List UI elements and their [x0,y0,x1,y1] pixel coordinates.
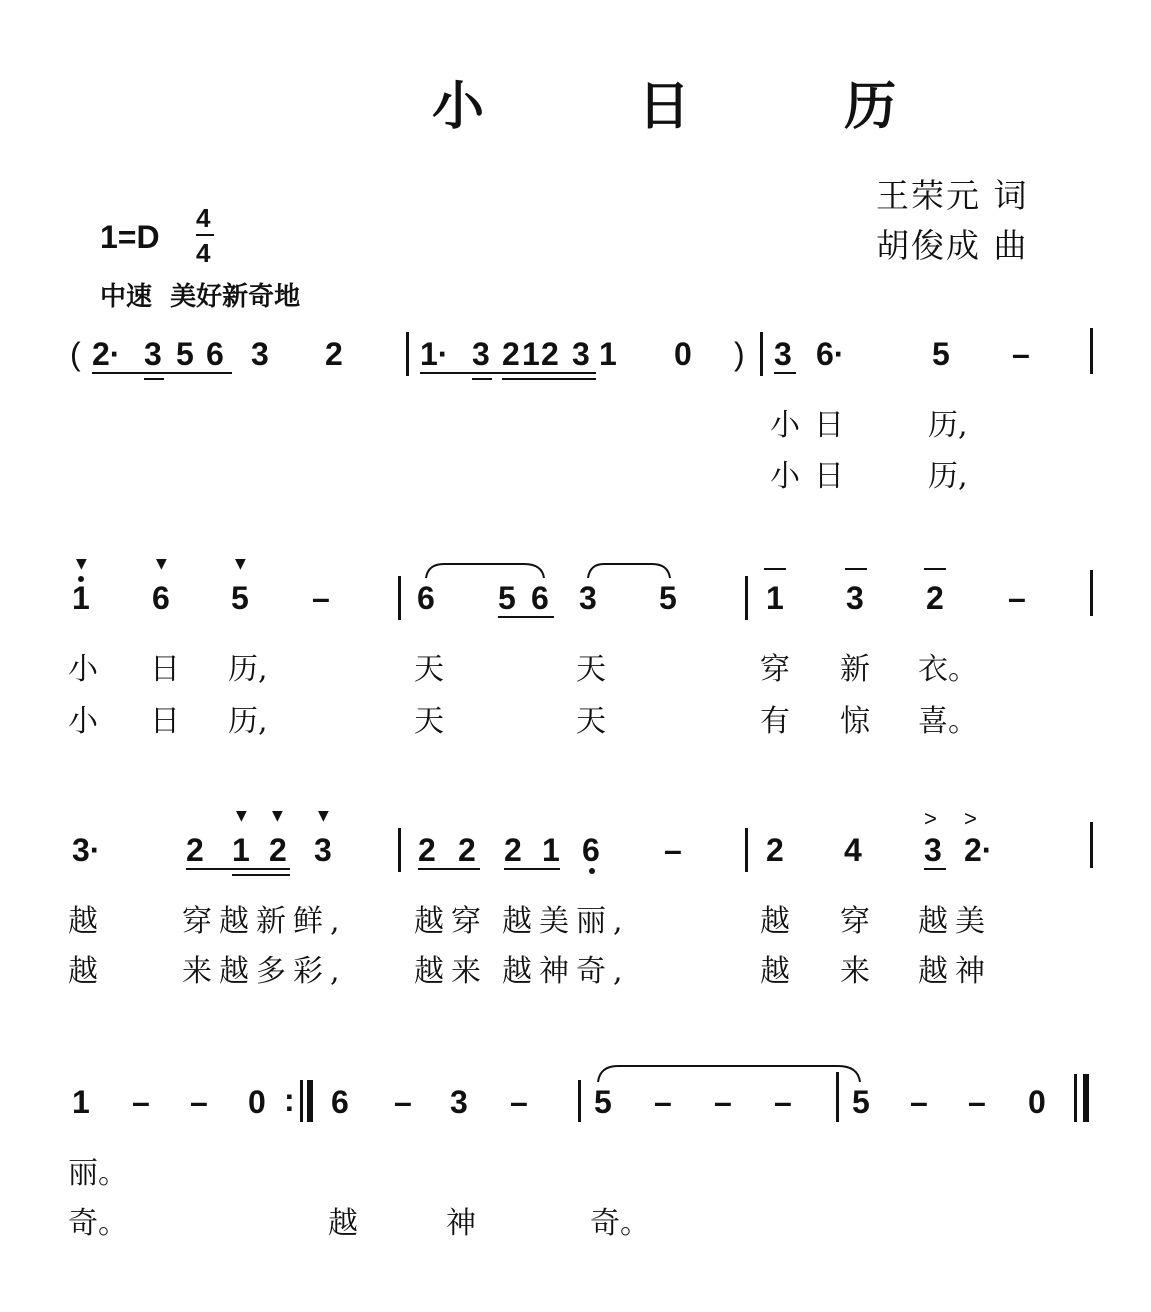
note: 2 [458,832,476,868]
lyric: 越 [760,954,790,989]
repeat-sign-dots: : [284,1082,295,1118]
lyric: 历, [928,459,968,494]
note: 2 [325,336,343,372]
note: 6 [152,580,170,616]
lyric: 越来 [414,954,488,989]
barline [745,576,748,620]
staccato-mark: ▼ [156,556,167,572]
staccato-mark: ▼ [235,556,246,572]
upper-octave-bar [845,568,867,570]
note: 5 [852,1084,870,1120]
lyric: 越 [328,1206,358,1241]
underline [232,874,290,876]
dash: – [312,580,330,616]
note: 3 [450,1084,468,1120]
dash: – [1008,580,1026,616]
accent-mark: > [964,806,977,831]
lyric: 奇。 [590,1206,650,1241]
note: 6 [417,580,435,616]
lyric: 穿 [760,652,790,687]
note: 3 [846,580,864,616]
note: 1 [522,336,540,372]
lyric: 日 [150,652,180,687]
lyric: 有 [760,704,790,739]
tie-slur [424,560,548,580]
lyric: 历, [228,652,268,687]
lyric: 穿 [840,904,870,939]
note: 6 [206,336,224,372]
dash: – [510,1084,528,1120]
lyric: 历, [928,408,968,443]
dash: – [968,1084,986,1120]
note: 3 [472,336,490,372]
upper-octave-bar [764,568,786,570]
time-signature-line [196,234,214,236]
lyricist-credit: 王荣元 词 [876,176,1029,215]
barline [398,576,401,620]
lyric: 惊 [840,704,870,739]
lyric: 越神奇, [502,954,630,989]
barline [578,1080,581,1122]
barline [760,332,763,376]
note: 3 [144,336,162,372]
underline [924,868,946,870]
underline [420,372,596,374]
dash: – [664,832,682,868]
note: 3 [924,832,942,868]
lyric: 穿越新鲜, [182,904,347,939]
lyric: 日 [814,408,844,443]
dash: – [910,1084,928,1120]
note: 1 [599,336,617,372]
lyric: 天 [414,652,444,687]
note: 1· [420,336,449,372]
lyric: 新 [840,652,870,687]
lyric: 越美 [918,904,992,939]
barline [398,828,401,872]
underline [92,372,232,374]
note: 3 [579,580,597,616]
lyric: 越美丽, [502,904,630,939]
tie-slur [586,560,672,580]
note: 3 [314,832,332,868]
composer-credit: 胡俊成 曲 [876,226,1029,265]
note: 1 [72,580,90,616]
note: 3· [72,832,101,868]
underline [504,868,560,870]
dash: – [714,1084,732,1120]
lyric: 日 [814,459,844,494]
note: 2 [766,832,784,868]
barline [836,1072,839,1122]
dash: – [394,1084,412,1120]
lyric: 奇。 [68,1206,128,1241]
key-signature: 1=D [100,219,160,255]
tie-slur [596,1062,862,1084]
note: 2 [504,832,522,868]
note: 6· [816,336,845,372]
underline [186,868,290,870]
lyric: 日 [150,704,180,739]
lyric: 天 [576,652,606,687]
note: 5 [498,580,516,616]
note: 0 [248,1084,266,1120]
note: 2 [926,580,944,616]
accent-mark: > [924,806,937,831]
underline [418,868,480,870]
note: 6 [531,580,549,616]
dash: – [774,1084,792,1120]
dash: – [1012,336,1030,372]
note: 2 [418,832,436,868]
note: 2 [502,336,520,372]
note: 4 [844,832,862,868]
note: 1 [232,832,250,868]
lyric: 小 [68,704,98,739]
barline [745,828,748,872]
underline [498,616,554,618]
note: 1 [766,580,784,616]
lyric: 越 [68,954,98,989]
lyric: 天 [576,704,606,739]
dash: – [132,1084,150,1120]
lyric: 神 [446,1206,476,1241]
staccato-mark: ▼ [318,808,329,824]
note: 5 [231,580,249,616]
lyric: 丽。 [68,1156,128,1191]
note: 6 [582,832,600,868]
lyric: 来 [840,954,870,989]
lyric: 小 [68,652,98,687]
note: 1 [542,832,560,868]
note: 0 [674,336,692,372]
lyric: 越神 [918,954,992,989]
upper-octave-bar [924,568,946,570]
lyric: 衣。 [918,652,978,687]
note: 2 [269,832,287,868]
note: 2· [92,336,121,372]
dash: – [190,1084,208,1120]
note: 3 [572,336,590,372]
barline [1090,822,1093,868]
lyric: 越穿 [414,904,488,939]
underline [502,378,596,380]
lyric: 小 [770,459,800,494]
barline [1090,328,1093,374]
staccato-mark: ▼ [272,808,283,824]
lyric: 历, [228,704,268,739]
note: 0 [1028,1084,1046,1120]
staccato-mark: ▼ [236,808,247,824]
note: 2 [186,832,204,868]
time-numerator: 4 [196,203,211,233]
tempo-marking: 中速 美好新奇地 [100,282,301,312]
lyric: 越 [68,904,98,939]
note: 5 [932,336,950,372]
intro-close-paren: ) [734,336,745,372]
lyric: 来越多彩, [182,954,347,989]
note: 5 [594,1084,612,1120]
note: 6 [331,1084,349,1120]
barline [1090,570,1093,616]
lyric: 天 [414,704,444,739]
barline [406,332,409,376]
lyric: 小 [770,408,800,443]
note: 3 [251,336,269,372]
underline [472,378,492,380]
note: 5 [176,336,194,372]
barline [300,1080,303,1122]
note: 2· [964,832,993,868]
lyric: 越 [760,904,790,939]
song-title: 小 日 历 [432,77,965,137]
low-octave-dot [589,868,595,874]
final-barline-thin [1074,1074,1077,1122]
note: 2 [541,336,559,372]
final-barline-thick [1083,1074,1089,1122]
note: 1 [72,1084,90,1120]
underline [774,372,796,374]
intro-open-paren: ( [70,336,81,372]
dash: – [654,1084,672,1120]
note: 3 [774,336,792,372]
lyric: 喜。 [918,704,978,739]
underline [144,378,164,380]
note: 5 [659,580,677,616]
repeat-barline [307,1080,313,1122]
time-denominator: 4 [196,238,211,268]
staccato-mark: ▼ [76,556,87,572]
